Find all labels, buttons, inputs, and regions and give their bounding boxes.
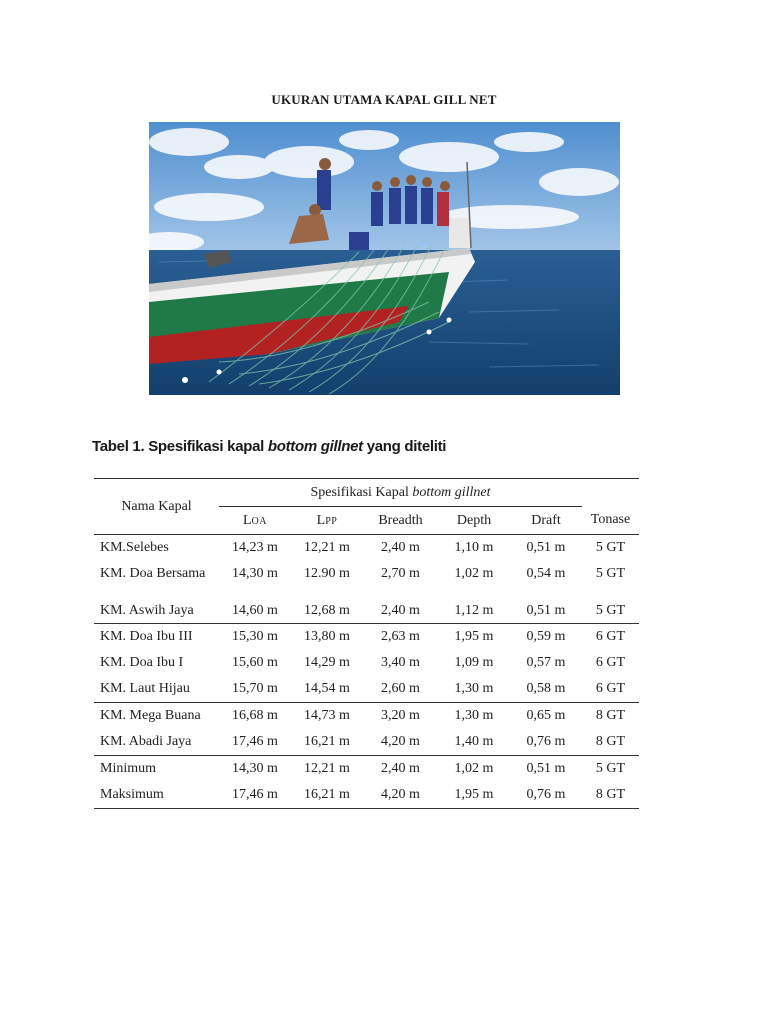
- cell-depth: 1,95 m: [438, 624, 510, 651]
- col-header-lpp-sub: PP: [325, 515, 338, 527]
- cell-depth: 1,10 m: [454, 540, 494, 555]
- cell-loa: 14,30 m: [219, 756, 291, 783]
- cell-lpp: 13,80 m: [291, 624, 363, 651]
- table-row: [94, 624, 639, 651]
- cell-name: Minimum: [94, 756, 219, 783]
- table-row: [94, 676, 639, 703]
- col-header-draft: Draft: [510, 507, 582, 535]
- col-header-loa-sub: OA: [251, 515, 267, 527]
- cell-loa: 14,60 m: [232, 603, 278, 618]
- cell-draft: 0,59 m: [510, 624, 582, 651]
- table-caption-prefix: Tabel 1. Spesifikasi kapal: [92, 438, 265, 455]
- cell-lpp: 14,54 m: [304, 681, 350, 696]
- cell-tonase: 6 GT: [582, 624, 639, 651]
- table-row: [94, 535, 639, 562]
- col-header-name: Nama Kapal: [94, 479, 219, 535]
- cell-tonase: 8 GT: [595, 734, 626, 749]
- cell-lpp: 12,21 m: [304, 540, 350, 555]
- cell-loa: 17,46 m: [232, 734, 278, 749]
- table-caption-suffix: yang diteliti: [366, 438, 447, 455]
- cell-tonase: 5 GT: [595, 603, 626, 618]
- cell-depth: 1,95 m: [438, 782, 510, 809]
- col-header-loa-main: L: [242, 512, 252, 528]
- cell-tonase: 6 GT: [595, 681, 626, 696]
- cell-depth: 1,02 m: [438, 756, 510, 783]
- cell-tonase: 5 GT: [582, 756, 639, 783]
- cell-lpp: 14,73 m: [291, 703, 363, 730]
- col-header-tonase: Tonase: [582, 507, 639, 535]
- cell-tonase: 5 GT: [595, 566, 626, 581]
- cell-draft: 0,51 m: [510, 756, 582, 783]
- col-group-spacer: [582, 479, 639, 507]
- cell-breadth: 3,40 m: [381, 655, 420, 670]
- cell-breadth: 2,40 m: [381, 603, 420, 618]
- col-header-loa: [219, 507, 291, 535]
- cell-loa: 14,23 m: [232, 540, 278, 555]
- cell-depth: 1,09 m: [454, 655, 494, 670]
- cell-name: KM. Doa Bersama: [100, 566, 206, 581]
- vessel-spec-table: [94, 478, 639, 809]
- table-caption-italic: bottom gillnet: [267, 438, 363, 455]
- cell-name: KM. Laut Hijau: [100, 681, 190, 696]
- cell-depth: 1,02 m: [454, 566, 494, 581]
- cell-draft: 0,57 m: [526, 655, 566, 670]
- cell-loa: 15,30 m: [219, 624, 291, 651]
- table-caption: [92, 438, 446, 455]
- cell-depth: 1,30 m: [454, 681, 494, 696]
- page-title: UKURAN UTAMA KAPAL GILL NET: [271, 92, 497, 107]
- cell-draft: 0,65 m: [510, 703, 582, 730]
- cell-draft: 0,51 m: [526, 603, 566, 618]
- table-row: [94, 587, 639, 624]
- cell-breadth: 2,63 m: [363, 624, 438, 651]
- table-row: [94, 729, 639, 756]
- col-header-depth: Depth: [438, 507, 510, 535]
- cell-lpp: 16,21 m: [291, 782, 363, 809]
- cell-lpp: 16,21 m: [304, 734, 350, 749]
- gillnet-boat-photo: [149, 122, 620, 395]
- cell-breadth: 4,20 m: [381, 734, 420, 749]
- cell-draft: 0,58 m: [526, 681, 566, 696]
- table-row-minimum: [94, 756, 639, 783]
- col-group-header: [219, 479, 582, 507]
- cell-loa: 16,68 m: [219, 703, 291, 730]
- table-row: [94, 703, 639, 730]
- cell-loa: 17,46 m: [219, 782, 291, 809]
- cell-breadth: 4,20 m: [363, 782, 438, 809]
- cell-name: KM. Doa Ibu I: [100, 655, 184, 670]
- cell-name: Maksimum: [94, 782, 219, 809]
- cell-name: KM.Selebes: [100, 540, 169, 555]
- cell-loa: 15,70 m: [232, 681, 278, 696]
- cell-draft: 0,76 m: [526, 734, 566, 749]
- cell-name: KM. Doa Ibu III: [94, 624, 219, 651]
- cell-lpp: 14,29 m: [304, 655, 350, 670]
- cell-depth: 1,12 m: [454, 603, 494, 618]
- cell-breadth: 2,70 m: [381, 566, 420, 581]
- cell-breadth: 3,20 m: [363, 703, 438, 730]
- cell-lpp: 12,68 m: [304, 603, 350, 618]
- col-header-breadth: Breadth: [363, 507, 438, 535]
- cell-name: KM. Mega Buana: [94, 703, 219, 730]
- cell-tonase: 8 GT: [582, 703, 639, 730]
- cell-draft: 0,51 m: [526, 540, 566, 555]
- table-row: [94, 650, 639, 676]
- col-group-italic: bottom gillnet: [412, 484, 491, 500]
- cell-draft: 0,54 m: [526, 566, 566, 581]
- col-group-prefix: Spesifikasi Kapal: [310, 484, 409, 500]
- cell-breadth: 2,40 m: [381, 540, 420, 555]
- cell-lpp: 12.90 m: [304, 566, 350, 581]
- cell-breadth: 2,60 m: [381, 681, 420, 696]
- cell-loa: 14,30 m: [232, 566, 278, 581]
- cell-depth: 1,40 m: [454, 734, 494, 749]
- col-header-lpp-main: L: [316, 512, 326, 528]
- table-row-maximum: [94, 782, 639, 809]
- cell-lpp: 12,21 m: [291, 756, 363, 783]
- col-header-lpp: [291, 507, 363, 535]
- cell-loa: 15,60 m: [232, 655, 278, 670]
- cell-depth: 1,30 m: [438, 703, 510, 730]
- table-row: [94, 561, 639, 587]
- cell-draft: 0,76 m: [510, 782, 582, 809]
- cell-tonase: 6 GT: [595, 655, 626, 670]
- cell-breadth: 2,40 m: [363, 756, 438, 783]
- cell-name: KM. Aswih Jaya: [100, 603, 194, 618]
- cell-tonase: 8 GT: [582, 782, 639, 809]
- cell-name: KM. Abadi Jaya: [100, 734, 192, 749]
- cell-tonase: 5 GT: [595, 540, 626, 555]
